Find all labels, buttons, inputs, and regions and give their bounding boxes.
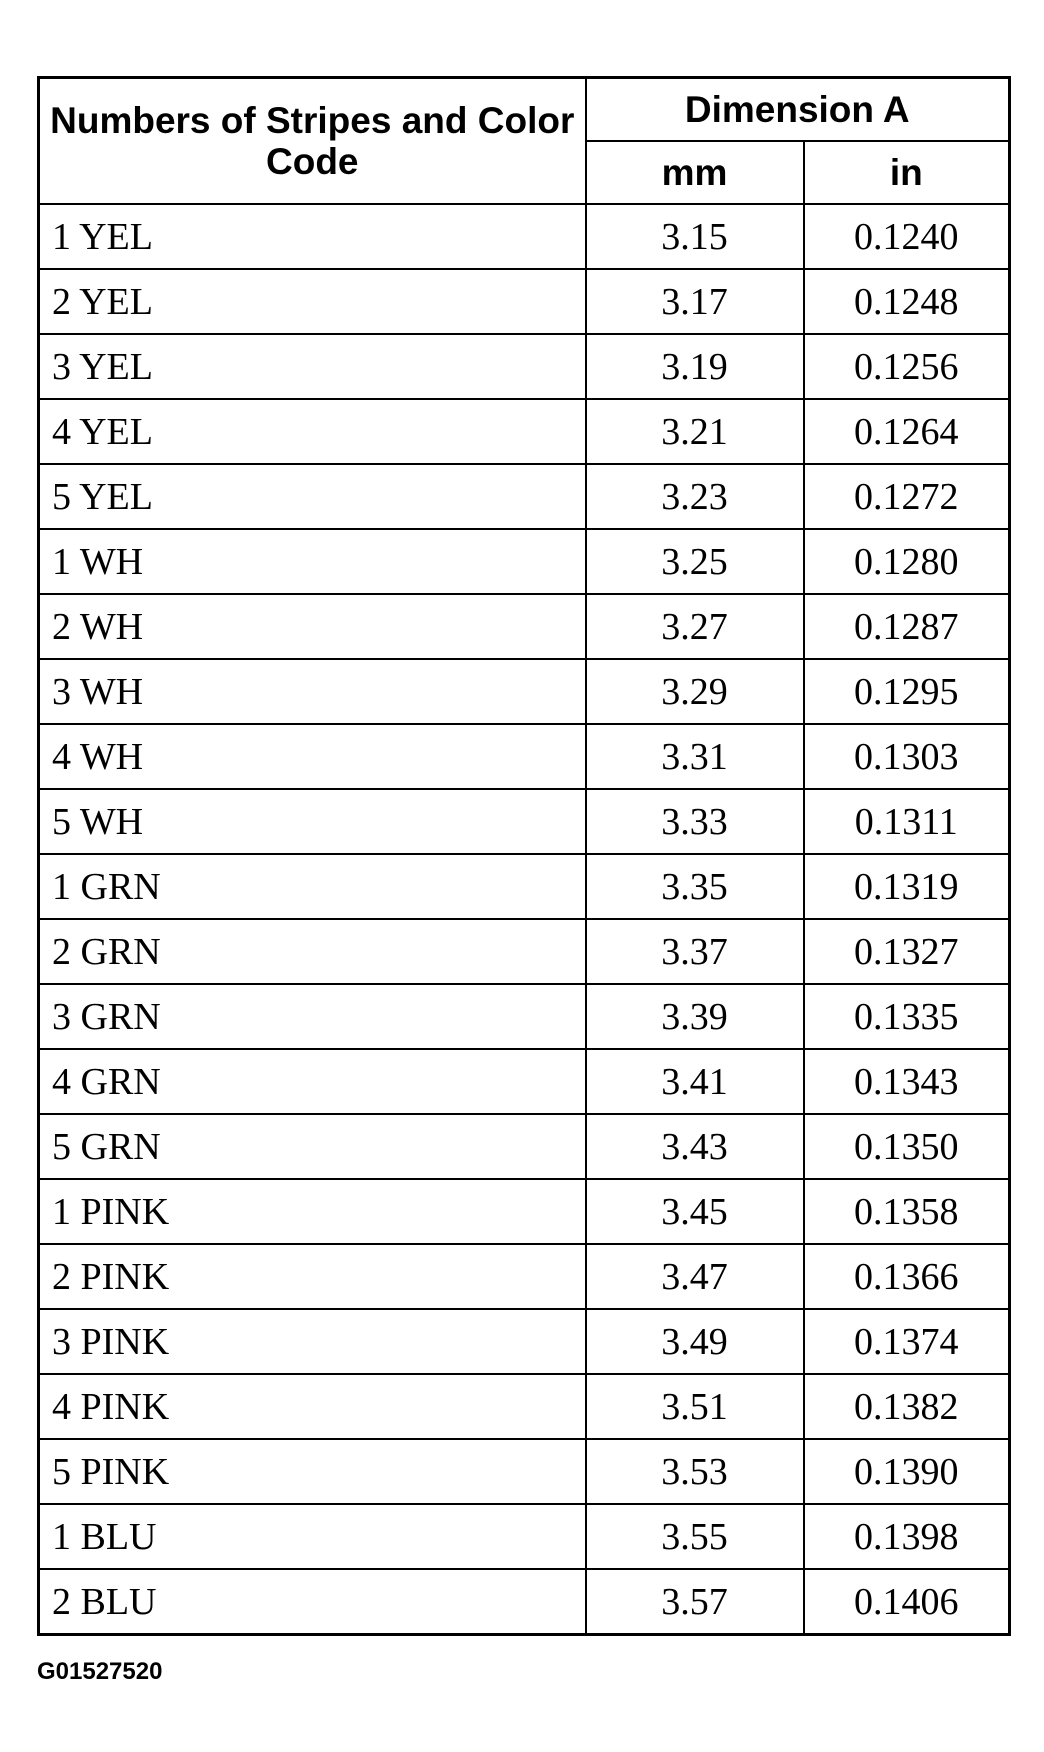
color-code-cell: 1 YEL	[39, 204, 586, 269]
table-row	[39, 724, 1010, 789]
table-row	[39, 464, 1010, 529]
table-row	[39, 919, 1010, 984]
color-code-cell: 1 WH	[39, 529, 586, 594]
mm-value-cell: 3.21	[586, 399, 804, 464]
mm-value-cell: 3.25	[586, 529, 804, 594]
in-value-cell: 0.1248	[804, 269, 1010, 334]
table-row	[39, 1569, 1010, 1635]
mm-value-cell: 3.39	[586, 984, 804, 1049]
color-code-cell: 4 YEL	[39, 399, 586, 464]
table-row	[39, 854, 1010, 919]
color-code-cell: 1 BLU	[39, 1504, 586, 1569]
mm-value-cell: 3.35	[586, 854, 804, 919]
table-row	[39, 1179, 1010, 1244]
mm-value-cell: 3.31	[586, 724, 804, 789]
table-row	[39, 1049, 1010, 1114]
dimension-spec-table	[37, 76, 1011, 1636]
table-row	[39, 334, 1010, 399]
dimension-a-header: Dimension A	[586, 78, 1010, 142]
color-code-cell: 1 GRN	[39, 854, 586, 919]
table-row	[39, 659, 1010, 724]
color-code-cell: 4 GRN	[39, 1049, 586, 1114]
in-unit-header: in	[804, 141, 1010, 204]
in-value-cell: 0.1366	[804, 1244, 1010, 1309]
color-code-cell: 5 WH	[39, 789, 586, 854]
mm-value-cell: 3.29	[586, 659, 804, 724]
mm-value-cell: 3.27	[586, 594, 804, 659]
color-code-cell: 5 YEL	[39, 464, 586, 529]
color-code-cell: 3 YEL	[39, 334, 586, 399]
table-row	[39, 984, 1010, 1049]
in-value-cell: 0.1256	[804, 334, 1010, 399]
in-value-cell: 0.1303	[804, 724, 1010, 789]
in-value-cell: 0.1280	[804, 529, 1010, 594]
in-value-cell: 0.1327	[804, 919, 1010, 984]
mm-value-cell: 3.33	[586, 789, 804, 854]
table-row	[39, 789, 1010, 854]
mm-value-cell: 3.47	[586, 1244, 804, 1309]
in-value-cell: 0.1374	[804, 1309, 1010, 1374]
mm-value-cell: 3.17	[586, 269, 804, 334]
color-code-cell: 1 PINK	[39, 1179, 586, 1244]
in-value-cell: 0.1335	[804, 984, 1010, 1049]
in-value-cell: 0.1398	[804, 1504, 1010, 1569]
mm-value-cell: 3.19	[586, 334, 804, 399]
color-code-cell: 2 BLU	[39, 1569, 586, 1635]
mm-value-cell: 3.53	[586, 1439, 804, 1504]
mm-value-cell: 3.55	[586, 1504, 804, 1569]
color-code-cell: 2 GRN	[39, 919, 586, 984]
color-code-cell: 2 PINK	[39, 1244, 586, 1309]
color-code-cell: 3 PINK	[39, 1309, 586, 1374]
in-value-cell: 0.1311	[804, 789, 1010, 854]
color-code-cell: 3 WH	[39, 659, 586, 724]
table-row	[39, 399, 1010, 464]
table-row	[39, 269, 1010, 334]
in-value-cell: 0.1406	[804, 1569, 1010, 1635]
table-row	[39, 1439, 1010, 1504]
in-value-cell: 0.1350	[804, 1114, 1010, 1179]
color-code-cell: 4 PINK	[39, 1374, 586, 1439]
table-row	[39, 1309, 1010, 1374]
color-code-cell: 4 WH	[39, 724, 586, 789]
mm-value-cell: 3.43	[586, 1114, 804, 1179]
in-value-cell: 0.1343	[804, 1049, 1010, 1114]
mm-value-cell: 3.57	[586, 1569, 804, 1635]
color-code-cell: 5 GRN	[39, 1114, 586, 1179]
mm-unit-header: mm	[586, 141, 804, 204]
table-row	[39, 529, 1010, 594]
table-body	[39, 204, 1010, 1635]
mm-value-cell: 3.23	[586, 464, 804, 529]
mm-value-cell: 3.51	[586, 1374, 804, 1439]
table-row	[39, 1114, 1010, 1179]
in-value-cell: 0.1358	[804, 1179, 1010, 1244]
in-value-cell: 0.1240	[804, 204, 1010, 269]
mm-value-cell: 3.15	[586, 204, 804, 269]
in-value-cell: 0.1390	[804, 1439, 1010, 1504]
table-row	[39, 1374, 1010, 1439]
in-value-cell: 0.1272	[804, 464, 1010, 529]
in-value-cell: 0.1295	[804, 659, 1010, 724]
color-code-cell: 2 WH	[39, 594, 586, 659]
figure-id: G01527520	[37, 1658, 163, 1685]
color-code-cell: 2 YEL	[39, 269, 586, 334]
mm-value-cell: 3.41	[586, 1049, 804, 1114]
table-row	[39, 594, 1010, 659]
in-value-cell: 0.1319	[804, 854, 1010, 919]
color-code-cell: 5 PINK	[39, 1439, 586, 1504]
mm-value-cell: 3.49	[586, 1309, 804, 1374]
mm-value-cell: 3.37	[586, 919, 804, 984]
in-value-cell: 0.1287	[804, 594, 1010, 659]
mm-value-cell: 3.45	[586, 1179, 804, 1244]
table-header-row	[39, 78, 1010, 142]
color-code-cell: 3 GRN	[39, 984, 586, 1049]
table-row	[39, 204, 1010, 269]
stripes-color-code-header: Numbers of Stripes and Color Code	[39, 78, 586, 205]
table-row	[39, 1504, 1010, 1569]
in-value-cell: 0.1382	[804, 1374, 1010, 1439]
table-row	[39, 1244, 1010, 1309]
in-value-cell: 0.1264	[804, 399, 1010, 464]
